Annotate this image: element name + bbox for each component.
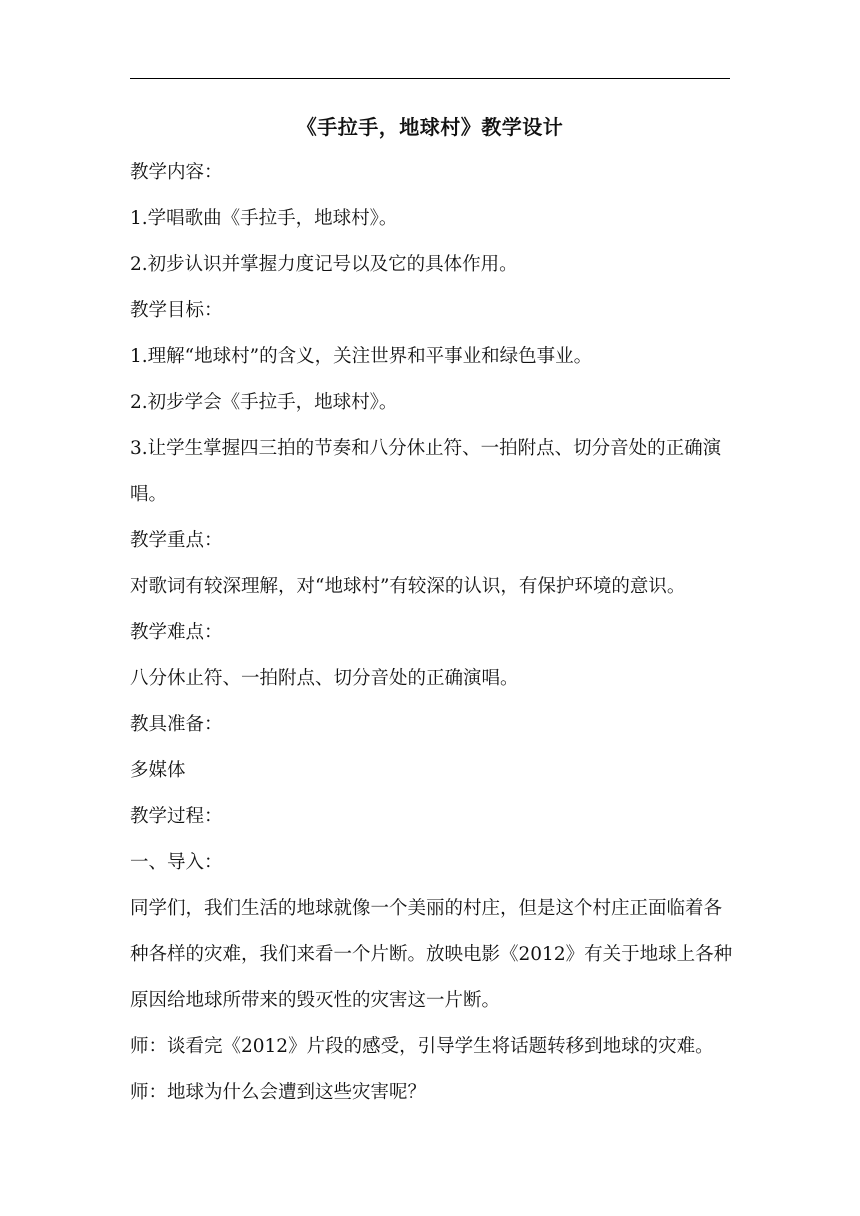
document-title: 《手拉手，地球村》教学设计	[296, 115, 564, 139]
content-item-1: 1.学唱歌曲《手拉手，地球村》。	[130, 208, 398, 229]
section-heading-difficulties: 教学难点：	[130, 622, 223, 643]
content-item-2: 2.初步认识并掌握力度记号以及它的具体作用。	[130, 254, 518, 275]
document-body	[130, 150, 734, 1116]
section-heading-objectives: 教学目标：	[130, 300, 223, 321]
header-rule	[130, 78, 730, 79]
objective-item-1: 1.理解“地球村”的含义，关注世界和平事业和绿色事业。	[130, 346, 593, 367]
process-intro-text: 同学们，我们生活的地球就像一个美丽的村庄，但是这个村庄正面临着各种各样的灾难，我们来看一个片断。放映电影《2012》有关于地球上各种原因给地球所带来的毁灭性的灾害这一片断。	[130, 898, 733, 1011]
section-heading-content: 教学内容：	[130, 162, 223, 183]
section-heading-materials: 教具准备：	[130, 714, 223, 735]
objective-item-3: 3.让学生掌握四三拍的节奏和八分休止符、一拍附点、切分音处的正确演唱。	[130, 438, 722, 505]
section-heading-process: 教学过程：	[130, 806, 223, 827]
teacher-line-2: 师：地球为什么会遭到这些灾害呢？	[130, 1082, 427, 1103]
teacher-line-1: 师：谈看完《2012》片段的感受，引导学生将话题转移到地球的灾难。	[130, 1036, 714, 1057]
key-points-text: 对歌词有较深理解，对“地球村”有较深的认识，有保护环境的意识。	[130, 576, 686, 597]
process-step-1-heading: 一、导入：	[130, 852, 223, 873]
objective-item-2: 2.初步学会《手拉手，地球村》。	[130, 392, 398, 413]
difficulties-text: 八分休止符、一拍附点、切分音处的正确演唱。	[130, 668, 519, 689]
materials-text: 多媒体	[130, 760, 186, 781]
section-heading-key-points: 教学重点：	[130, 530, 223, 551]
